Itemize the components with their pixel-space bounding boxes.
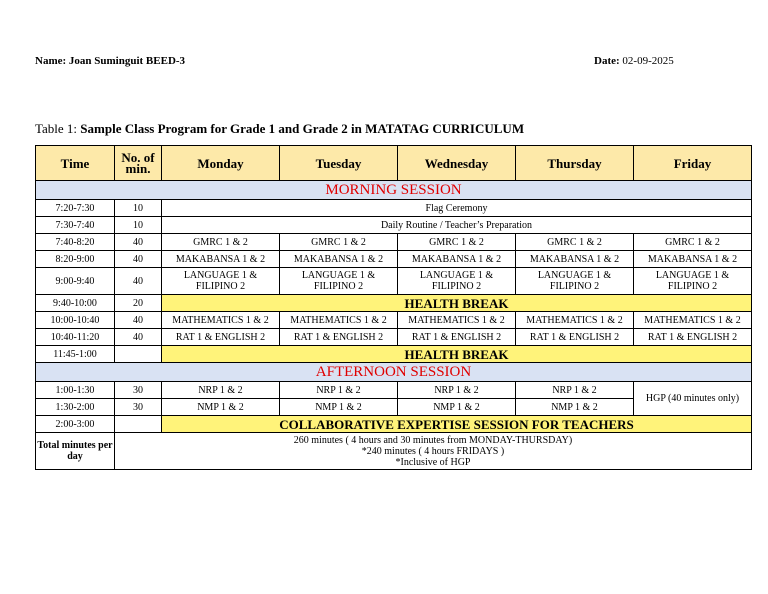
date-line <box>594 55 674 67</box>
time-cell: 9:40-10:00 <box>36 295 115 312</box>
morning-session-label: MORNING SESSION <box>36 181 752 200</box>
health-break-cell: HEALTH BREAK <box>162 295 752 312</box>
activity-cell: Flag Ceremony <box>162 200 752 217</box>
subject-cell-tuesday: MATHEMATICS 1 & 2 <box>280 312 398 329</box>
total-line-2: *240 minutes ( 4 hours FRIDAYS ) <box>361 445 505 457</box>
subject-cell-tuesday: GMRC 1 & 2 <box>280 234 398 251</box>
col-header-minutes: No. of min. <box>115 146 162 181</box>
table-row <box>36 234 752 251</box>
subject-cell-thursday: MATHEMATICS 1 & 2 <box>516 312 634 329</box>
table-row <box>36 416 752 433</box>
subject-cell-wednesday: GMRC 1 & 2 <box>398 234 516 251</box>
subject-cell-friday: MATHEMATICS 1 & 2 <box>634 312 752 329</box>
minutes-cell: 40 <box>115 312 162 329</box>
table-caption <box>35 121 524 137</box>
minutes-cell: 30 <box>115 382 162 399</box>
time-cell: 7:30-7:40 <box>36 217 115 234</box>
total-minutes-label: Total minutes per day <box>36 433 115 470</box>
minutes-cell: 30 <box>115 399 162 416</box>
minutes-cell: 40 <box>115 234 162 251</box>
subject-cell-monday: GMRC 1 & 2 <box>162 234 280 251</box>
subject-cell-thursday: RAT 1 & ENGLISH 2 <box>516 329 634 346</box>
subject-cell-monday: MAKABANSA 1 & 2 <box>162 251 280 268</box>
time-cell: 8:20-9:00 <box>36 251 115 268</box>
total-line-1: 260 minutes ( 4 hours and 30 minutes from MONDAY-THURSDAY) <box>293 434 573 446</box>
subject-cell-monday: RAT 1 & ENGLISH 2 <box>162 329 280 346</box>
subject-cell-wednesday: NRP 1 & 2 <box>398 382 516 399</box>
subject-cell-wednesday: MAKABANSA 1 & 2 <box>398 251 516 268</box>
col-header-tuesday: Tuesday <box>280 146 398 181</box>
table-row <box>36 346 752 363</box>
time-cell: 1:30-2:00 <box>36 399 115 416</box>
subject-cell-friday: GMRC 1 & 2 <box>634 234 752 251</box>
table-row <box>36 268 752 295</box>
date-label: Date: <box>594 55 620 67</box>
afternoon-session-label: AFTERNOON SESSION <box>36 363 752 382</box>
name-value: Joan Suminguit BEED-3 <box>68 55 186 67</box>
subject-cell-tuesday: NRP 1 & 2 <box>280 382 398 399</box>
subject-cell-tuesday: LANGUAGE 1 & FILIPINO 2 <box>280 268 398 295</box>
subject-cell-friday: RAT 1 & ENGLISH 2 <box>634 329 752 346</box>
table-row <box>36 329 752 346</box>
subject-cell-thursday: NMP 1 & 2 <box>516 399 634 416</box>
table-row <box>36 382 752 399</box>
minutes-cell: 10 <box>115 200 162 217</box>
subject-cell-monday: NRP 1 & 2 <box>162 382 280 399</box>
subject-cell-thursday: LANGUAGE 1 & FILIPINO 2 <box>516 268 634 295</box>
subject-cell-tuesday: NMP 1 & 2 <box>280 399 398 416</box>
total-line-3: *Inclusive of HGP <box>395 456 471 468</box>
health-break-cell: HEALTH BREAK <box>162 346 752 363</box>
caption-prefix: Table 1: <box>35 121 78 136</box>
time-cell: 2:00-3:00 <box>36 416 115 433</box>
class-program-table <box>35 145 752 470</box>
table-row <box>36 217 752 234</box>
minutes-cell: 10 <box>115 217 162 234</box>
subject-cell-monday: LANGUAGE 1 & FILIPINO 2 <box>162 268 280 295</box>
subject-cell-friday: MAKABANSA 1 & 2 <box>634 251 752 268</box>
time-cell: 9:00-9:40 <box>36 268 115 295</box>
col-header-time: Time <box>36 146 115 181</box>
minutes-cell <box>115 346 162 363</box>
subject-cell-wednesday: RAT 1 & ENGLISH 2 <box>398 329 516 346</box>
col-header-thursday: Thursday <box>516 146 634 181</box>
col-header-friday: Friday <box>634 146 752 181</box>
header-row <box>36 146 752 181</box>
name-line <box>35 55 185 67</box>
time-cell: 7:40-8:20 <box>36 234 115 251</box>
name-label: Name: <box>35 55 67 67</box>
subject-cell-thursday: MAKABANSA 1 & 2 <box>516 251 634 268</box>
date-value: 02-09-2025 <box>622 55 674 67</box>
time-cell: 11:45-1:00 <box>36 346 115 363</box>
minutes-cell: 40 <box>115 268 162 295</box>
subject-cell-wednesday: LANGUAGE 1 & FILIPINO 2 <box>398 268 516 295</box>
subject-cell-tuesday: RAT 1 & ENGLISH 2 <box>280 329 398 346</box>
hgp-cell: HGP (40 minutes only) <box>634 382 752 416</box>
time-cell: 10:00-10:40 <box>36 312 115 329</box>
totals-row <box>36 433 752 470</box>
minutes-cell: 40 <box>115 251 162 268</box>
minutes-cell: 40 <box>115 329 162 346</box>
subject-cell-friday: LANGUAGE 1 & FILIPINO 2 <box>634 268 752 295</box>
table-row <box>36 295 752 312</box>
subject-cell-tuesday: MAKABANSA 1 & 2 <box>280 251 398 268</box>
subject-cell-monday: MATHEMATICS 1 & 2 <box>162 312 280 329</box>
caption-title: Sample Class Program for Grade 1 and Grade 2 in MATATAG CURRICULUM <box>80 121 525 136</box>
collaborative-session-cell: COLLABORATIVE EXPERTISE SESSION FOR TEACHERS <box>162 416 752 433</box>
afternoon-session-row <box>36 363 752 382</box>
morning-session-row <box>36 181 752 200</box>
minutes-cell <box>115 416 162 433</box>
col-header-monday: Monday <box>162 146 280 181</box>
time-cell: 7:20-7:30 <box>36 200 115 217</box>
table-row <box>36 251 752 268</box>
col-header-wednesday: Wednesday <box>398 146 516 181</box>
total-minutes-cell <box>115 433 752 470</box>
table-row <box>36 312 752 329</box>
subject-cell-monday: NMP 1 & 2 <box>162 399 280 416</box>
subject-cell-wednesday: MATHEMATICS 1 & 2 <box>398 312 516 329</box>
subject-cell-wednesday: NMP 1 & 2 <box>398 399 516 416</box>
time-cell: 1:00-1:30 <box>36 382 115 399</box>
table-row <box>36 200 752 217</box>
subject-cell-thursday: GMRC 1 & 2 <box>516 234 634 251</box>
time-cell: 10:40-11:20 <box>36 329 115 346</box>
activity-cell: Daily Routine / Teacher’s Preparation <box>162 217 752 234</box>
subject-cell-thursday: NRP 1 & 2 <box>516 382 634 399</box>
minutes-cell: 20 <box>115 295 162 312</box>
